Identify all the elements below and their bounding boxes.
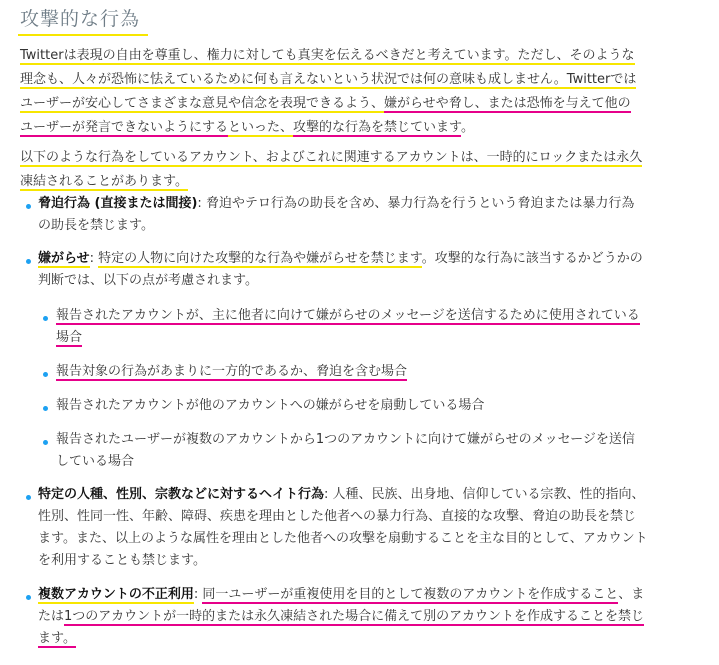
- subitem-1-text-2: 場合: [56, 330, 83, 345]
- item-harassment-term: 嫌がらせ: [38, 251, 90, 266]
- item-threats-text-1: : 脅迫やテロ行為の助長を含め、暴力行為を行うという脅迫または暴力行為: [197, 196, 635, 211]
- subitem-4-line-2: [56, 451, 134, 473]
- subitem-1-text-1: 報告されたアカウントが、主に他者に向けて嫌がらせのメッセージを送信するために使用されている: [56, 308, 640, 323]
- subitem-1-line-1: [56, 305, 640, 327]
- item-multi-term: 複数アカウントの不正利用: [38, 587, 194, 602]
- item-multi-colon: :: [193, 587, 203, 602]
- bullet-icon: [26, 595, 31, 600]
- subitem-1-line-2: [56, 327, 82, 349]
- intro-text-2b: Twitterでは: [566, 72, 637, 87]
- bullet-icon: [26, 259, 31, 264]
- item-multi-text-3: ます。: [38, 631, 76, 646]
- item-harassment-line-2: [38, 270, 258, 292]
- item-harassment-text-2: 判断では、以下の点が考慮されます。: [38, 273, 258, 288]
- item-threats-text-2: の助長を禁じます。: [38, 218, 154, 233]
- intro-text-4b: といった、: [228, 120, 294, 135]
- subitem-2: [56, 361, 407, 383]
- item-threats-line-1: [38, 193, 634, 215]
- item-hateful-text-4: を利用することも禁じます。: [38, 553, 206, 568]
- para2-text-2: 凍結されることがあります。: [20, 174, 188, 189]
- item-multi-text-2b: 1つのアカウントが一時的または永久凍結された場合に備えて別のアカウントを作成することを禁じ: [64, 609, 645, 624]
- page-title: 攻撃的な行為: [20, 8, 141, 30]
- item-harassment-text-1a: 特定の人物に向けた攻撃的な行為や嫌がらせを禁じます: [98, 251, 422, 266]
- subitem-3: [56, 395, 484, 417]
- intro-text-1: Twitterは表現の自由を尊重し、権力に対しても真実を伝えるべきだと考えています。ただし、そのような: [20, 48, 635, 63]
- intro-line-3: [20, 92, 700, 116]
- item-hateful-line-3: [38, 528, 648, 550]
- intro-text-4a: ユーザーが発言できないようにする: [20, 120, 229, 135]
- item-multi-line-3: [38, 628, 76, 650]
- item-hateful-text-1: : 人種、民族、出身地、信仰している宗教、性的指向、: [324, 487, 645, 502]
- para2-text-1: 以下のような行為をしているアカウント、およびこれに関連するアカウントは、一時的にロックまたは永久: [20, 150, 643, 165]
- para2-line-2: [20, 170, 700, 194]
- item-hateful-term: 特定の人種、性別、宗教などに対するヘイト行為: [38, 487, 325, 502]
- subitem-2-text: 報告対象の行為があまりに一方的であるか、脅迫を含む場合: [56, 364, 408, 379]
- bullet-icon: [43, 440, 48, 445]
- item-harassment-line-1: [38, 248, 643, 270]
- item-hateful-text-3: ます。また、以上のような属性を理由とした他者への攻撃を扇動することを主な目的として、アカウント: [38, 531, 648, 546]
- para2-line-1: [20, 146, 700, 170]
- intro-text-3b: 嫌がらせや脅し、または恐怖を与えて他の: [384, 96, 631, 111]
- bullet-icon: [26, 495, 31, 500]
- intro-text-4c: 攻撃的な行為を禁じています: [293, 120, 461, 135]
- item-hateful-text-2: 性別、性同一性、年齢、障碍、疾患を理由とした他者への暴力行為、直接的な攻撃、脅迫の助長を禁じ: [38, 509, 637, 524]
- bullet-icon: [26, 204, 31, 209]
- bullet-icon: [43, 372, 48, 377]
- intro-line-1: [20, 44, 700, 68]
- item-harassment-colon: :: [89, 251, 99, 266]
- item-multi-line-1: [38, 584, 644, 606]
- item-multi-text-1a: 同一ユーザーが重複使用を目的として複数のアカウントを作成すること: [202, 587, 619, 602]
- bullet-icon: [43, 406, 48, 411]
- item-harassment-text-1b: 。攻撃的な行為に該当するかどうかの: [421, 251, 643, 266]
- subitem-3-text: 報告されたアカウントが他のアカウントへの嫌がらせを扇動している場合: [56, 398, 485, 413]
- item-hateful-line-4: [38, 550, 206, 572]
- intro-text-2a: 理念も、人々が恐怖に怯えているために何も言えないという状況では何の意味も成しません。: [20, 72, 567, 87]
- item-hateful-line-1: [38, 484, 645, 506]
- bullet-icon: [43, 316, 48, 321]
- subitem-4-text-2: している場合: [56, 454, 135, 469]
- item-threats-line-2: [38, 215, 154, 237]
- subitem-4-line-1: [56, 429, 635, 451]
- item-threats-term: 脅迫行為 (直接または間接): [38, 196, 198, 211]
- title-underline: [18, 34, 148, 36]
- item-multi-text-1b: 、ま: [618, 587, 645, 602]
- item-hateful-line-2: [38, 506, 636, 528]
- intro-text-4d: 。: [461, 120, 475, 135]
- intro-text-3a: ユーザーが安心してさまざまな意見や信念を表現できるよう、: [20, 96, 385, 111]
- item-multi-text-2a: たは: [38, 609, 65, 624]
- item-multi-line-2: [38, 606, 644, 628]
- intro-line-2: [20, 68, 700, 92]
- subitem-4-text-1: 報告されたユーザーが複数のアカウントから1つのアカウントに向けて嫌がらせのメッセージを送信: [56, 432, 635, 447]
- intro-line-4: [20, 116, 700, 140]
